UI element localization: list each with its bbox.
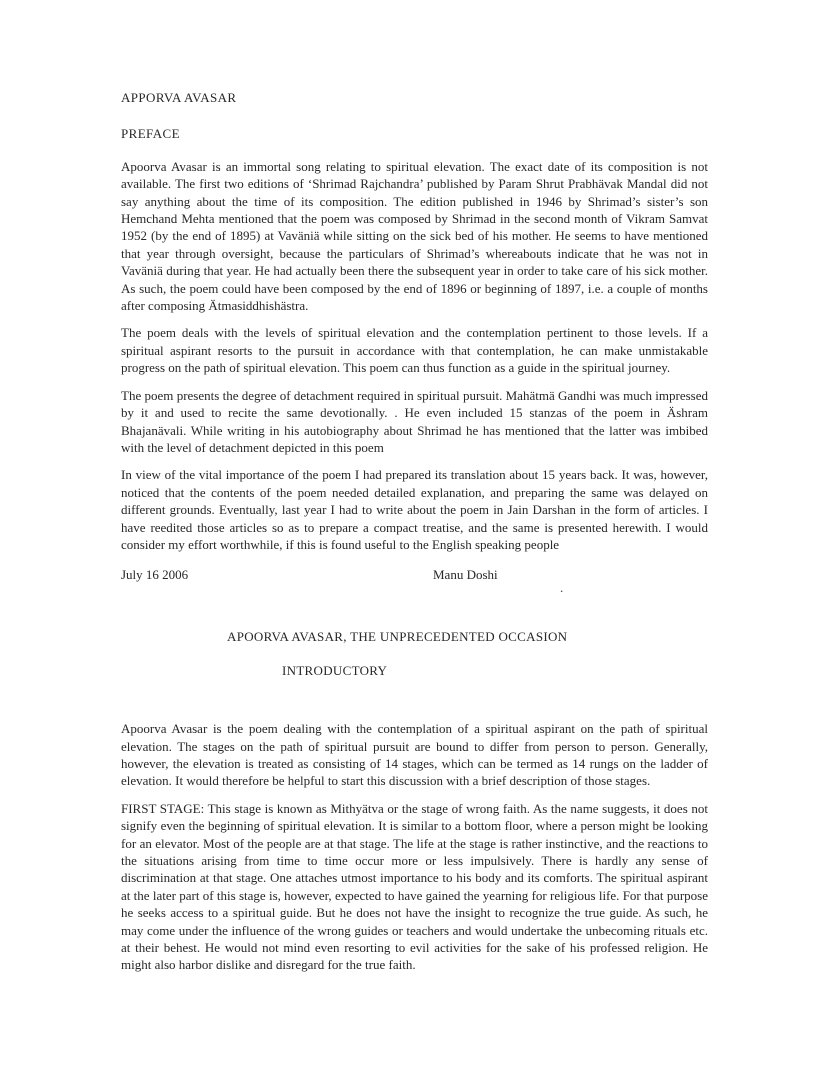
preface-paragraph-1: Apoorva Avasar is an immortal song relating to spiritual elevation. The exact date of its composition is not available. The first two editions of ‘Shrimad Rajchandra’ published by Param Shrut Prabhävak Mandal did not say anything about the time of its composition. The edition published in 1946 by Shrimad’s sister’s son Hemchand Mehta mentioned that the poem was composed by Shrimad in the second month of Vikram Samvat 1952 (by the end of 1895) at Vaväniä while sitting on the sick bed of his mother. He seems to have mentioned that year through oversight, because the particulars of Shrimad’s whereabouts indicate that he was not in Vaväniä during that year. He had actually been there the subsequent year in order to take care of his sick mother. As such, the poem could have been composed by the end of 1896 or beginning of 1897, i.e. a couple of months after composing Ätmasiddhishästra.: [121, 158, 708, 314]
author-name: Manu Doshi: [433, 567, 498, 583]
preface-heading: PREFACE: [121, 126, 180, 142]
main-heading: APOORVA AVASAR, THE UNPRECEDENTED OCCASION: [227, 629, 568, 645]
preface-paragraph-2: The poem deals with the levels of spiritual elevation and the contemplation pertinent to those levels. If a spiritual aspirant resorts to the pursuit in accordance with that contemplation, he can make unmistakable progress on the path of spiritual elevation. This poem can thus function as a guide in the spiritual journey.: [121, 325, 708, 376]
preface-paragraph-3: The poem presents the degree of detachment required in spiritual pursuit. Mahätmä Gandhi was much impressed by it and used to recite the same devotionally. . He even included 15 stanzas of the poem in Äshram Bhajanävali. While writing in his autobiography about Shrimad he has mentioned that the latter was imbibed with the level of detachment depicted in this poem: [121, 387, 708, 455]
introductory-paragraph: Apoorva Avasar is the poem dealing with the contemplation of a spiritual aspirant on the path of spiritual elevation. The stages on the path of spiritual pursuit are bound to differ from person to person. Generally, however, the elevation is treated as consisting of 14 stages, which can be termed as 14 rungs on the ladder of elevation. It would therefore be helpful to start this discussion with a brief description of those stages.: [121, 721, 708, 789]
preface-date: July 16 2006: [121, 567, 189, 583]
document-title: APPORVA AVASAR: [121, 90, 237, 105]
first-stage-paragraph: FIRST STAGE: This stage is known as Mithyätva or the stage of wrong faith. As the name suggests, it does not signify even the beginning of spiritual elevation. It is similar to a bottom floor, where a person might be looking for an elevator. Most of the people are at that stage. The life at the stage is rather instinctive, and the reactions to the situations arising from time to time occur more or less impulsively. There is hardly any sense of discrimination at that stage. One attaches utmost importance to his body and its comforts. The spiritual aspirant at the later part of this stage is, however, expected to have gained the yearning for religious life. For that purpose he seeks access to a spiritual guide. But he does not have the insight to recognize the true guide. As such, he may come under the influence of the wrong guides or teachers and would undertake the unbecoming rituals etc. at their behest. He would not mind even resorting to evil activities for the sake of his professed religion. He might also harbor dislike and disregard for the true faith.: [121, 800, 708, 973]
preface-paragraph-4: In view of the vital importance of the poem I had prepared its translation about 15 years back. It was, however, noticed that the contents of the poem needed detailed explanation, and preparing the same was delayed on different grounds. Eventually, last year I had to write about the poem in Jain Darshan in the form of articles. I have reedited those articles so as to prepare a compact treatise, and the same is presented herewith. I would consider my effort worthwhile, if this is found useful to the English speaking people: [121, 467, 708, 552]
stray-period-mark: .: [560, 580, 564, 595]
sub-heading: INTRODUCTORY: [282, 662, 388, 678]
byline-row: [121, 566, 708, 584]
